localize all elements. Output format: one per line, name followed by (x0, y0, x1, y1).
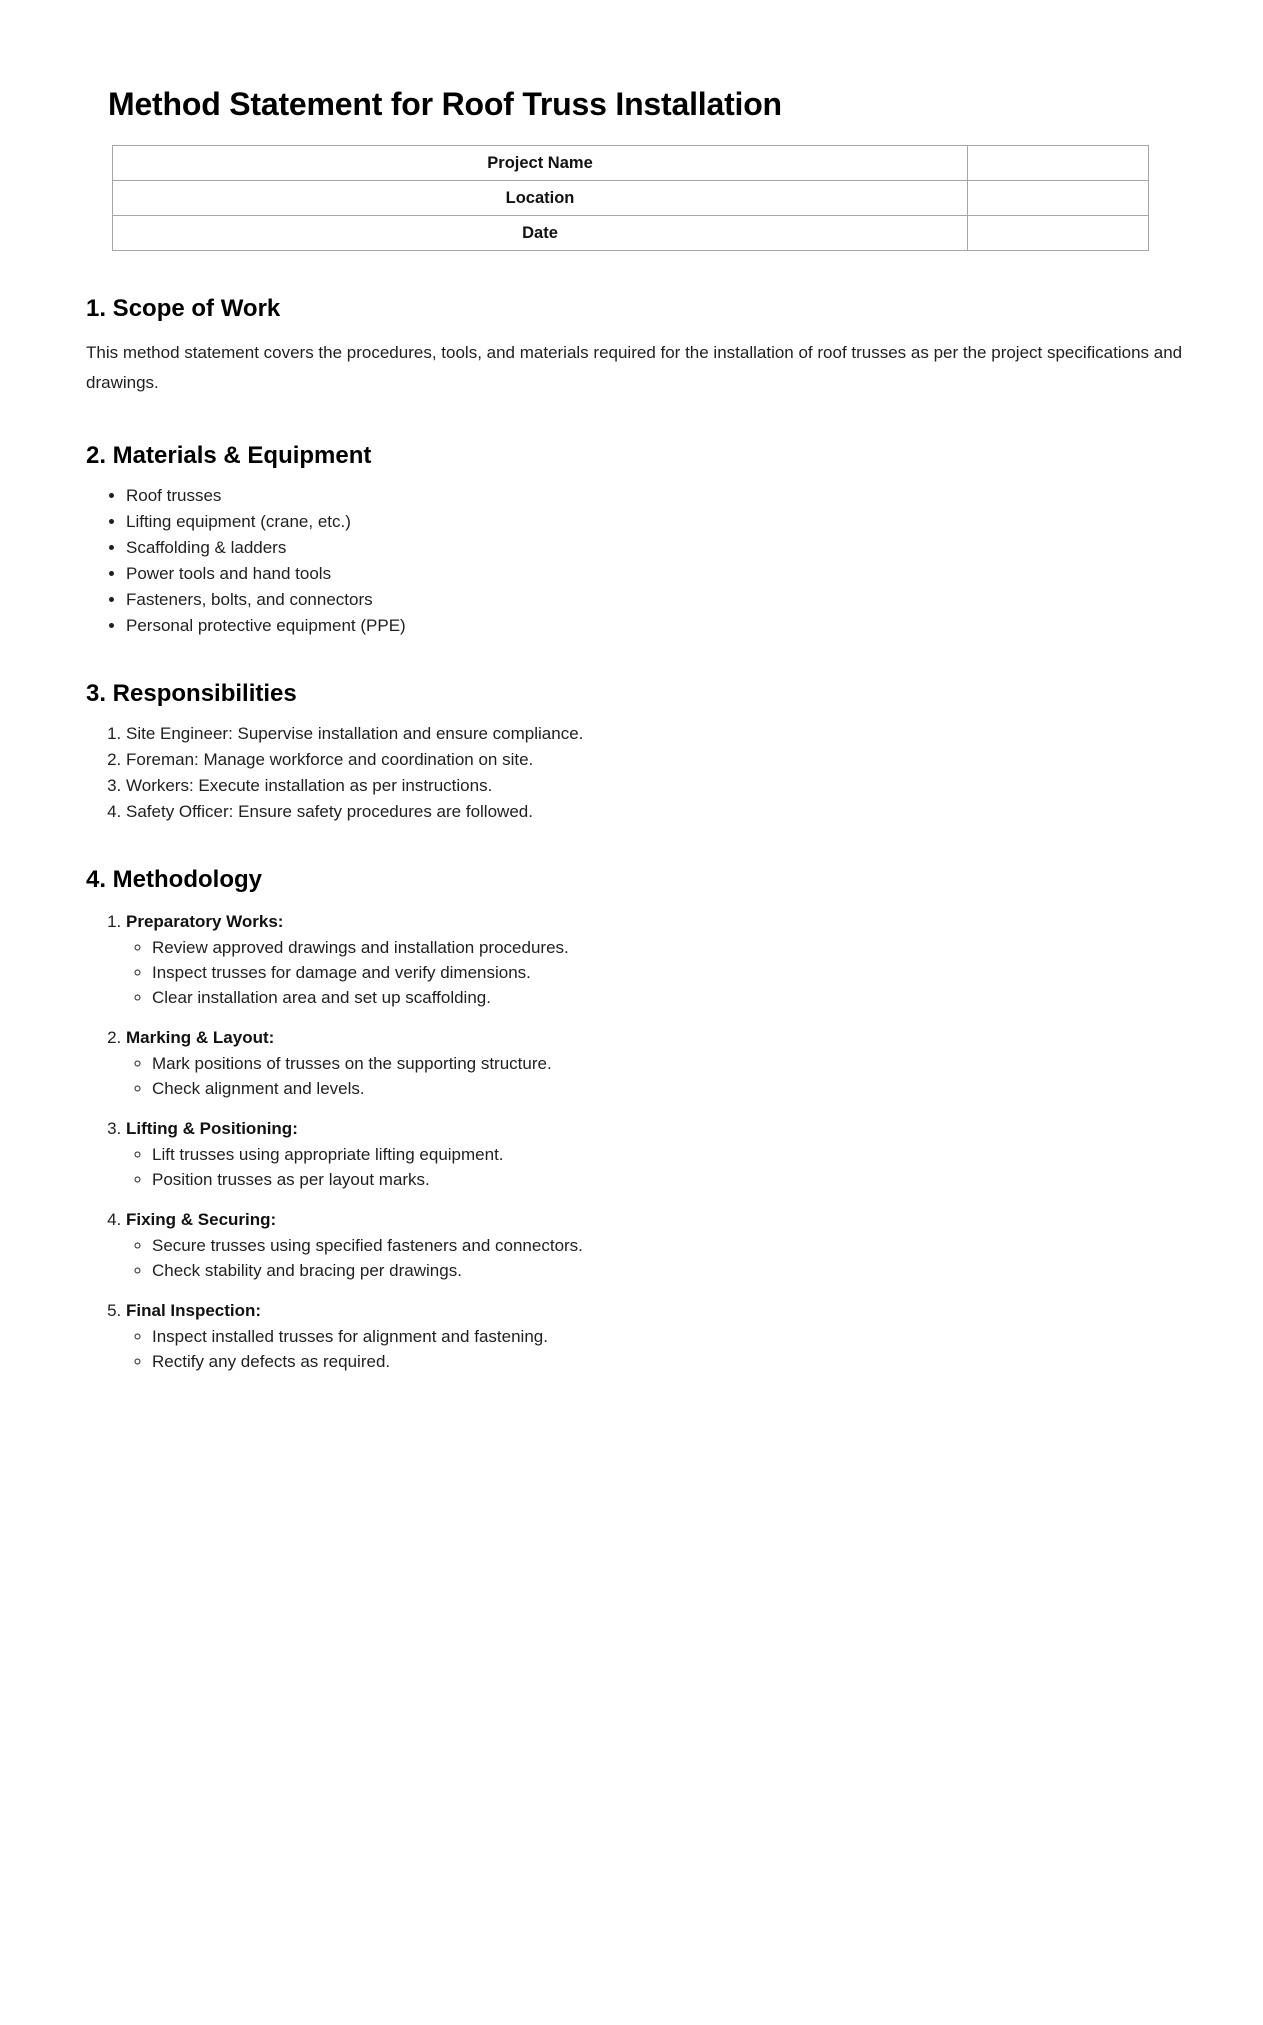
list-item: • Roof trusses (126, 485, 1243, 506)
substep-list (126, 938, 1243, 1008)
list-item: 3. Workers: Execute installation as per instructions. (126, 775, 1243, 796)
list-item: • Scaffolding & ladders (126, 537, 1243, 558)
scope-paragraph: This method statement covers the procedures, tools, and materials required for the installation of roof trusses as per the project specifications and drawings. (86, 343, 1183, 393)
section-materials-equipment (86, 442, 1243, 636)
substep-list (126, 1145, 1243, 1190)
table-row (113, 181, 1149, 216)
project-info-table (112, 145, 1149, 251)
substep-list (126, 1054, 1243, 1099)
substep-item: ◦ Lift trusses using appropriate lifting equipment. (152, 1145, 1243, 1165)
section-heading-methodology: 4. Methodology (86, 865, 262, 893)
project-info-table-body (113, 146, 1149, 251)
section-scope-of-work (86, 295, 1243, 398)
substep-item: ◦ Rectify any defects as required. (152, 1352, 1243, 1372)
substep-item: ◦ Mark positions of trusses on the supporting structure. (152, 1054, 1243, 1074)
table-row (113, 216, 1149, 251)
list-item: • Fasteners, bolts, and connectors (126, 589, 1243, 610)
section-heading-responsibilities: 3. Responsibilities (86, 679, 297, 707)
step-title: Final Inspection: (126, 1300, 262, 1320)
methodology-steps-list (86, 911, 1243, 1372)
substep-item: ◦ Inspect installed trusses for alignment and fastening. (152, 1327, 1243, 1347)
step-title: Lifting & Positioning: (126, 1118, 298, 1138)
substep-item: ◦ Position trusses as per layout marks. (152, 1170, 1243, 1190)
methodology-step (126, 911, 1243, 1008)
section-responsibilities (86, 680, 1243, 822)
list-item: • Lifting equipment (crane, etc.) (126, 511, 1243, 532)
methodology-step (126, 1118, 1243, 1190)
section-heading-scope: 1. Scope of Work (86, 295, 281, 323)
list-item: • Power tools and hand tools (126, 563, 1243, 584)
row-value-cell (968, 146, 1149, 181)
methodology-step (126, 1027, 1243, 1099)
list-item: 2. Foreman: Manage workforce and coordination on site. (126, 749, 1243, 770)
document-title: Method Statement for Roof Truss Installation (108, 86, 782, 122)
section-heading-materials: 2. Materials & Equipment (86, 442, 372, 470)
substep-item: ◦ Check alignment and levels. (152, 1079, 1243, 1099)
methodology-step (126, 1300, 1243, 1372)
section-methodology (86, 866, 1243, 1372)
row-label: Project Name (113, 146, 968, 181)
step-title: Fixing & Securing: (126, 1209, 277, 1229)
step-title: Marking & Layout: (126, 1027, 275, 1047)
row-value-cell (968, 216, 1149, 251)
substep-item: ◦ Inspect trusses for damage and verify dimensions. (152, 963, 1243, 983)
substep-item: ◦ Check stability and bracing per drawings. (152, 1261, 1243, 1281)
substep-item: ◦ Review approved drawings and installation procedures. (152, 938, 1243, 958)
materials-list (86, 485, 1243, 636)
row-value-cell (968, 181, 1149, 216)
substep-item: ◦ Secure trusses using specified fasteners and connectors. (152, 1236, 1243, 1256)
table-row (113, 146, 1149, 181)
substep-list (126, 1236, 1243, 1281)
row-label: Location (113, 181, 968, 216)
responsibilities-list (86, 723, 1243, 822)
substep-item: ◦ Clear installation area and set up scaffolding. (152, 988, 1243, 1008)
row-label: Date (113, 216, 968, 251)
methodology-step (126, 1209, 1243, 1281)
substep-list (126, 1327, 1243, 1372)
list-item: 1. Site Engineer: Supervise installation and ensure compliance. (126, 723, 1243, 744)
step-title: Preparatory Works: (126, 911, 284, 931)
list-item: • Personal protective equipment (PPE) (126, 615, 1243, 636)
list-item: 4. Safety Officer: Ensure safety procedures are followed. (126, 801, 1243, 822)
